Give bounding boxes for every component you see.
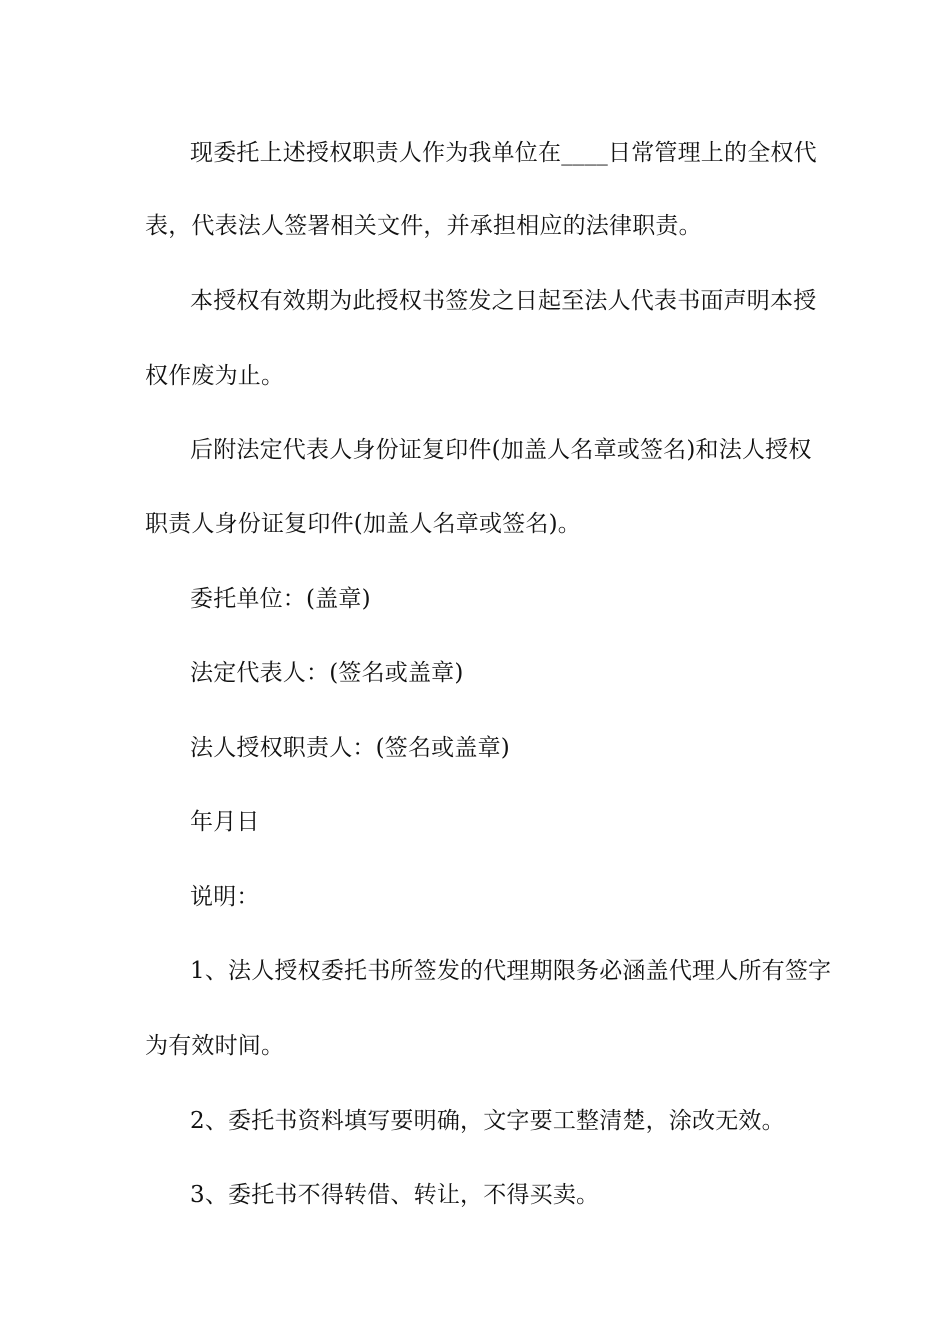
paragraph-2-line-1: 本授权有效期为此授权书签发之日起至法人代表书面声明本授 — [190, 288, 817, 314]
note-3: 3、委托书不得转借、转让，不得买卖。 — [190, 1182, 600, 1208]
note-2: 2、委托书资料填写要明确，文字要工整清楚，涂改无效。 — [190, 1108, 785, 1134]
note-1-line-2: 为有效时间。 — [145, 1033, 285, 1059]
note-1-line-1: 1、法人授权委托书所签发的代理期限务必涵盖代理人所有签字 — [190, 958, 832, 984]
paragraph-3-line-1: 后附法定代表人身份证复印件(加盖人名章或签名)和法人授权 — [190, 437, 812, 463]
notes-heading: 说明： — [190, 884, 260, 910]
paragraph-3-line-2: 职责人身份证复印件(加盖人名章或签名)。 — [145, 511, 581, 537]
paragraph-1-line-1: 现委托上述授权职责人作为我单位在____日常管理上的全权代 — [190, 140, 817, 166]
entrusting-unit-line: 委托单位：(盖章) — [190, 586, 371, 612]
authorized-person-line: 法人授权职责人：(签名或盖章) — [190, 735, 510, 761]
paragraph-2-line-2: 权作废为止。 — [145, 363, 285, 389]
legal-representative-line: 法定代表人：(签名或盖章) — [190, 660, 464, 686]
date-line: 年月日 — [190, 809, 260, 835]
paragraph-1-line-2: 表，代表法人签署相关文件，并承担相应的法律职责。 — [145, 213, 702, 239]
